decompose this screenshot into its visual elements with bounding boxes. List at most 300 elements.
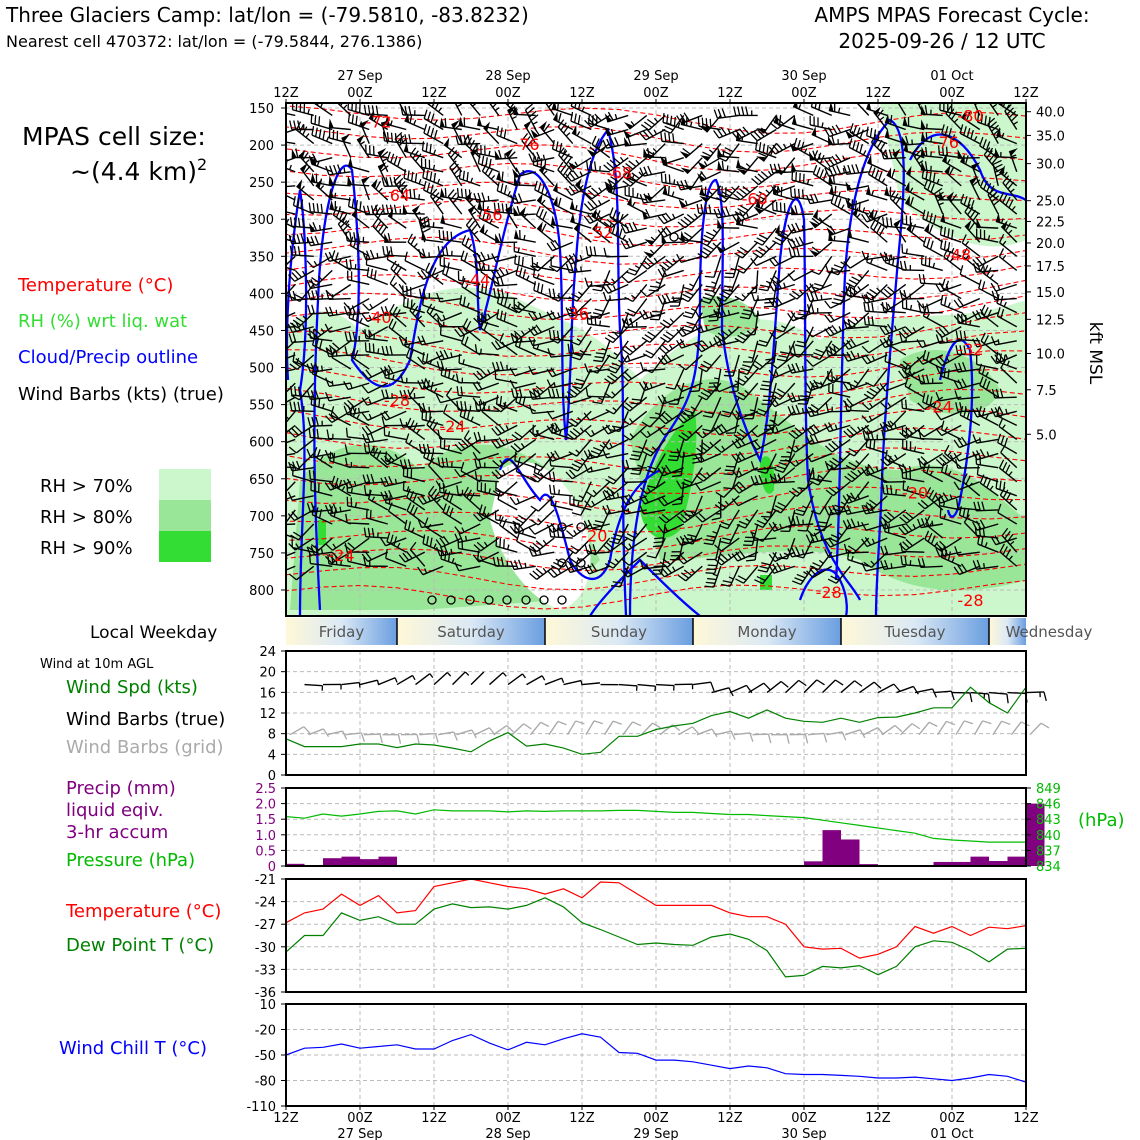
upper-wind-barb-feather [420, 289, 422, 298]
upper-wind-barb-feather [313, 203, 314, 212]
upper-wind-barb [274, 130, 295, 137]
upper-wind-barb-pennant [663, 185, 668, 195]
upper-wind-barb-feather [626, 347, 633, 353]
upper-wind-barb-feather [811, 271, 820, 274]
upper-wind-barb-pennant [537, 193, 543, 203]
upper-wind-barb-feather [519, 194, 522, 203]
upper-wind-barb-feather [874, 222, 878, 230]
upper-wind-barb-feather [758, 174, 765, 180]
upper-wind-barb-feather [273, 312, 278, 319]
upper-wind-barb-halfbarb [933, 263, 934, 268]
upper-wind-barb-feather [633, 222, 637, 230]
upper-wind-barb-halfbarb [533, 122, 537, 124]
upper-wind-barb-feather [542, 91, 548, 98]
upper-wind-barb-feather [767, 145, 768, 154]
upper-wind-barb-feather [923, 274, 924, 283]
upper-wind-barb-feather [283, 185, 285, 194]
upper-wind-barb-halfbarb [784, 283, 785, 288]
upper-wind-barb-feather [732, 214, 737, 222]
upper-wind-barb [275, 158, 296, 166]
upper-wind-barb-halfbarb [280, 314, 282, 319]
upper-wind-barb-feather [809, 469, 810, 478]
upper-wind-barb-halfbarb [340, 507, 341, 512]
upper-wind-barb-feather [501, 277, 504, 286]
upper-wind-barb-feather [275, 348, 283, 353]
upper-wind-barb-feather [595, 309, 604, 311]
upper-wind-barb-halfbarb [336, 310, 337, 315]
upper-wind-barb-feather [780, 115, 781, 124]
upper-wind-barb-halfbarb [378, 348, 379, 353]
upper-wind-barb-feather [759, 235, 767, 239]
upper-wind-barb-feather [864, 302, 865, 311]
upper-wind-barb-pennant [845, 181, 852, 190]
upper-wind-barb-feather [443, 484, 444, 493]
upper-wind-barb-feather [927, 239, 930, 248]
upper-wind-barb-pennant [643, 251, 653, 257]
upper-wind-barb-feather [315, 115, 316, 124]
upper-wind-barb-feather [538, 183, 540, 192]
upper-wind-barb [960, 299, 980, 308]
upper-wind-barb [662, 141, 684, 143]
upper-wind-barb [757, 130, 776, 141]
upper-wind-barb-feather [474, 193, 477, 202]
upper-wind-barb-feather [275, 516, 277, 525]
upper-wind-barb-halfbarb [277, 357, 279, 362]
upper-wind-barb-feather [588, 202, 594, 209]
upper-wind-barb-halfbarb [527, 276, 529, 280]
upper-wind-barb-feather [669, 456, 678, 457]
upper-wind-barb-feather [369, 343, 370, 352]
upper-wind-barb-halfbarb [360, 318, 362, 323]
rh-legend [40, 469, 211, 562]
upper-wind-barb-halfbarb [897, 99, 901, 102]
upper-wind-barb-halfbarb [320, 225, 321, 230]
upper-wind-barb-feather [566, 264, 569, 273]
upper-wind-barb-pennant [971, 92, 979, 100]
upper-wind-barb-feather [294, 246, 295, 255]
upper-wind-barb-feather [426, 143, 427, 152]
upper-wind-barb-feather [815, 292, 818, 301]
upper-wind-barb-halfbarb [842, 205, 844, 209]
upper-wind-barb-halfbarb [651, 237, 655, 240]
upper-wind-barb-feather [684, 217, 691, 223]
upper-wind-barb-halfbarb [485, 230, 488, 234]
upper-wind-barb-feather [387, 152, 390, 161]
upper-wind-barb-feather [273, 399, 279, 406]
upper-wind-barb-feather [976, 455, 977, 464]
upper-wind-barb-feather [850, 123, 853, 132]
upper-wind-barb-feather [945, 297, 947, 306]
upper-wind-barb-feather [452, 164, 458, 171]
upper-wind-barb-feather [917, 95, 924, 101]
upper-wind-barb [850, 256, 869, 268]
upper-wind-barb [726, 144, 739, 162]
upper-wind-barb-feather [866, 438, 867, 447]
upper-wind-barb-feather [833, 166, 837, 174]
cell-size-label: MPAS cell size: [22, 122, 206, 151]
upper-wind-barb-feather [931, 241, 934, 250]
upper-wind-barb-feather [751, 134, 757, 141]
upper-wind-barb [273, 186, 295, 188]
upper-wind-barb-feather [629, 269, 638, 272]
upper-wind-barb-feather [683, 315, 692, 318]
upper-wind-barb-feather [673, 133, 674, 142]
upper-wind-barb-feather [273, 565, 278, 573]
weekday-band [286, 618, 1093, 645]
upper-wind-barb-feather [650, 286, 659, 287]
upper-wind-barb-halfbarb [335, 193, 336, 198]
upper-wind-barb [699, 213, 721, 214]
upper-wind-barb-pennant [717, 147, 722, 156]
upper-wind-barb-feather [759, 247, 767, 252]
upper-wind-barb-feather [390, 276, 395, 284]
upper-wind-barb-feather [798, 530, 807, 531]
upper-wind-barb-feather [879, 172, 882, 181]
upper-wind-barb-halfbarb [355, 502, 356, 507]
upper-wind-barb-feather [584, 204, 590, 211]
temperature-label: -72 [365, 112, 392, 132]
upper-wind-barb-feather [817, 167, 820, 176]
upper-wind-barb-feather [270, 567, 275, 575]
upper-wind-barb-feather [315, 236, 318, 245]
upper-wind-barb-feather [595, 114, 601, 121]
upper-wind-barb-feather [776, 143, 782, 150]
upper-wind-barb [366, 265, 387, 270]
upper-wind-barb-feather [870, 439, 871, 448]
upper-wind-barb-feather [467, 172, 468, 181]
upper-wind-barb-halfbarb [704, 161, 707, 165]
cell-size-value [70, 155, 207, 186]
upper-wind-barb-feather [707, 569, 716, 570]
upper-wind-barb-feather [341, 98, 346, 106]
upper-wind-barb-feather [370, 510, 371, 519]
temperature-label: -20 [901, 483, 929, 503]
upper-wind-barb-feather [559, 113, 561, 122]
upper-wind-barb-feather [353, 310, 355, 319]
upper-wind-barb-feather [294, 196, 296, 205]
upper-wind-barb-feather [926, 132, 927, 141]
upper-wind-barb-pennant [273, 131, 278, 141]
calm-wind-circle [670, 233, 678, 241]
upper-wind-barb-feather [446, 247, 448, 256]
upper-wind-barb-feather [681, 220, 688, 226]
upper-wind-barb-feather [625, 224, 629, 232]
upper-wind-barb-feather [722, 109, 725, 118]
upper-wind-barb-feather [828, 127, 833, 135]
upper-wind-barb-pennant [570, 213, 575, 223]
upper-wind-barb [630, 341, 647, 355]
weekday-name: Monday [737, 623, 797, 641]
upper-wind-barb-pennant [329, 118, 334, 127]
upper-wind-barb-halfbarb [684, 452, 685, 457]
upper-wind-barb-feather [880, 143, 885, 151]
upper-wind-barb-feather [627, 272, 636, 275]
upper-wind-barb-feather [465, 253, 468, 262]
left-tick-label: 350 [249, 250, 274, 266]
upper-wind-barb [514, 238, 536, 242]
upper-wind-barb-pennant [680, 231, 685, 241]
upper-wind-barb-halfbarb [714, 378, 719, 379]
upper-wind-barb-pennant [894, 92, 902, 101]
upper-wind-barb-feather [594, 247, 596, 256]
upper-wind-barb-feather [666, 332, 674, 337]
upper-wind-barb-feather [812, 304, 814, 313]
upper-wind-barb-feather [857, 128, 860, 137]
upper-wind-barb-feather [592, 136, 596, 144]
upper-wind-barb-feather [519, 256, 520, 265]
upper-wind-barb [466, 99, 480, 116]
upper-wind-barb-feather [363, 206, 365, 215]
upper-wind-barb [902, 552, 924, 553]
upper-wind-barb [403, 213, 425, 214]
upper-wind-barb-feather [619, 229, 622, 238]
upper-wind-barb-pennant [271, 157, 279, 165]
upper-wind-barb-halfbarb [537, 274, 539, 279]
upper-wind-barb-feather [837, 165, 841, 173]
upper-wind-barb-halfbarb [600, 321, 601, 326]
upper-wind-barb-feather [446, 267, 449, 276]
upper-wind-barb-feather [685, 312, 694, 315]
upper-wind-barb-feather [541, 284, 543, 293]
upper-wind-barb [440, 439, 462, 440]
left-tick-label: 750 [249, 546, 274, 562]
upper-wind-barb-feather [273, 424, 281, 428]
upper-wind-barb-feather [658, 296, 662, 304]
upper-wind-barb-feather [274, 431, 281, 437]
upper-wind-barb-halfbarb [650, 250, 654, 254]
upper-wind-barb-feather [884, 289, 891, 295]
upper-wind-barb-feather [870, 128, 871, 137]
upper-wind-barb-feather [279, 183, 281, 192]
upper-wind-barb-halfbarb [674, 179, 675, 184]
upper-wind-barb-feather [312, 126, 314, 135]
upper-wind-barb-feather [859, 202, 860, 211]
upper-wind-barb-feather [276, 457, 277, 466]
upper-wind-barb-halfbarb [379, 188, 382, 192]
upper-wind-barb-halfbarb [803, 366, 804, 371]
upper-wind-barb [274, 235, 295, 242]
upper-wind-barb-feather [667, 114, 668, 123]
upper-wind-barb-feather [273, 127, 278, 135]
upper-wind-barb-feather [504, 539, 505, 548]
upper-wind-barb-feather [453, 154, 459, 161]
upper-wind-barb-halfbarb [742, 294, 746, 297]
upper-wind-barb-feather [663, 334, 671, 339]
upper-wind-barb-pennant [914, 92, 922, 101]
upper-wind-barb-feather [860, 130, 863, 139]
upper-wind-barb-feather [627, 318, 629, 327]
upper-wind-barb [274, 264, 295, 271]
upper-wind-barb-halfbarb [599, 188, 602, 192]
upper-wind-barb-halfbarb [399, 99, 403, 101]
upper-wind-barb-pennant [700, 186, 705, 196]
upper-wind-barb-feather [386, 205, 388, 214]
upper-wind-barb-feather [671, 116, 672, 125]
upper-wind-barb-feather [534, 281, 536, 290]
upper-wind-barb-feather [683, 294, 691, 298]
upper-wind-barb-feather [282, 229, 283, 238]
upper-wind-barb-feather [687, 322, 696, 325]
upper-wind-barb-feather [465, 238, 468, 247]
upper-wind-barb-feather [427, 170, 428, 179]
upper-wind-barb [403, 115, 425, 116]
upper-wind-barb-feather [726, 466, 735, 467]
upper-wind-barb [903, 253, 925, 256]
upper-wind-barb-feather [685, 326, 694, 329]
rh-legend-label: RH > 80% [40, 507, 133, 528]
upper-wind-barb-feather [431, 185, 433, 194]
upper-wind-barb-feather [973, 95, 980, 100]
upper-wind-barb-feather [398, 158, 401, 167]
upper-wind-barb-feather [537, 157, 538, 166]
upper-wind-barb-feather [708, 565, 717, 566]
upper-wind-barb-feather [703, 248, 711, 253]
upper-wind-barb-feather [797, 248, 799, 257]
upper-wind-barb-halfbarb [766, 478, 767, 483]
upper-wind-barb-feather [848, 550, 849, 559]
upper-wind-barb-halfbarb [633, 202, 635, 206]
upper-wind-barb-pennant [552, 100, 557, 110]
upper-wind-barb-feather [794, 138, 797, 147]
upper-wind-barb-feather [606, 284, 611, 291]
left-tick-label: 700 [249, 509, 274, 525]
upper-wind-barb-feather [919, 274, 920, 283]
upper-wind-barb-halfbarb [374, 334, 375, 339]
upper-wind-barb-feather [902, 399, 903, 408]
upper-wind-barb [847, 237, 868, 243]
upper-wind-barb [866, 194, 887, 200]
upper-wind-barb-feather [578, 115, 580, 124]
upper-wind-barb-feather [724, 286, 733, 287]
temperature-label: -56 [476, 205, 503, 225]
upper-wind-barb-feather [334, 453, 335, 462]
upper-wind-barb-feather [388, 132, 389, 141]
upper-wind-barb-halfbarb [525, 563, 526, 568]
upper-wind-barb-halfbarb [359, 408, 360, 413]
upper-wind-barb-halfbarb [540, 550, 541, 555]
upper-wind-barb-feather [814, 284, 823, 287]
upper-wind-barb-feather [462, 189, 463, 198]
upper-wind-barb-feather [383, 246, 384, 255]
upper-wind-barb-feather [465, 189, 466, 198]
upper-wind-barb [830, 158, 850, 167]
upper-wind-barb [314, 103, 332, 115]
rh-90-region [318, 520, 326, 545]
left-tick-label: 600 [249, 435, 274, 451]
upper-wind-barb [756, 270, 757, 292]
upper-wind-barb-feather [904, 261, 906, 270]
upper-wind-barb-feather [352, 114, 353, 123]
upper-wind-barb-feather [595, 161, 596, 170]
upper-wind-barb-halfbarb [673, 296, 674, 301]
right-tick-label: 10.0 [1036, 347, 1065, 363]
upper-wind-barb-feather [615, 137, 619, 145]
upper-wind-barb [273, 524, 295, 525]
upper-wind-barb-halfbarb [543, 171, 547, 174]
upper-wind-barb-halfbarb [545, 191, 547, 195]
upper-wind-barb-feather [665, 126, 673, 130]
upper-wind-barb-feather [746, 106, 748, 115]
upper-wind-barb-halfbarb [512, 117, 517, 119]
right-tick-label: 7.5 [1036, 383, 1057, 399]
upper-wind-barb-feather [800, 396, 809, 397]
upper-wind-barb-halfbarb [419, 179, 421, 184]
upper-wind-barb [535, 190, 555, 200]
upper-wind-barb-feather [773, 257, 779, 264]
left-tick-label: 650 [249, 472, 274, 488]
left-tick-label: 450 [249, 324, 274, 340]
rh-legend-swatch [159, 500, 211, 531]
upper-wind-barb [329, 299, 351, 300]
upper-wind-barb [347, 467, 369, 468]
upper-wind-barb [981, 271, 999, 284]
temperature-label: -80 [957, 106, 984, 126]
upper-wind-barb-halfbarb [524, 235, 525, 240]
upper-wind-barb-halfbarb [414, 243, 417, 247]
temperature-label: -76 [932, 133, 959, 153]
rh-legend-label: RH > 90% [40, 538, 133, 559]
upper-wind-barb-feather [798, 140, 801, 149]
upper-wind-barb-halfbarb [623, 235, 625, 239]
temperature-label: -36 [562, 303, 589, 323]
upper-wind-barb-feather [453, 94, 460, 100]
upper-wind-barb-feather [836, 154, 842, 161]
upper-wind-barb-halfbarb [377, 253, 378, 258]
upper-wind-barb-pennant [866, 100, 871, 110]
upper-wind-barb-halfbarb [984, 258, 986, 262]
upper-wind-barb-feather [663, 113, 664, 122]
upper-wind-barb [907, 284, 924, 298]
upper-wind-barb-feather [459, 169, 460, 178]
upper-wind-barb [625, 195, 647, 200]
upper-wind-barb-feather [668, 186, 669, 195]
upper-wind-barb-feather [335, 92, 340, 100]
upper-wind-barb-feather [724, 375, 733, 376]
upper-wind-barb-feather [458, 188, 459, 197]
upper-wind-barb-feather [724, 474, 733, 475]
upper-wind-barb-feather [726, 207, 730, 216]
upper-wind-barb-feather [422, 228, 430, 232]
upper-wind-barb-feather [738, 106, 740, 115]
upper-wind-barb-feather [710, 119, 711, 128]
upper-wind-barb-feather [941, 295, 943, 304]
upper-wind-barb [396, 96, 407, 115]
upper-wind-barb-feather [925, 256, 926, 265]
upper-wind-barb-halfbarb [747, 213, 749, 218]
upper-wind-barb [924, 246, 943, 257]
upper-wind-barb-feather [647, 119, 654, 124]
upper-wind-barb-pennant [736, 158, 741, 168]
upper-wind-barb-feather [862, 214, 867, 222]
upper-wind-barb-feather [278, 256, 279, 265]
forecast-cycle-value: 2025-09-26 / 12 UTC [838, 29, 1046, 53]
upper-wind-barb-halfbarb [998, 339, 999, 344]
upper-wind-barb-feather [415, 173, 416, 182]
upper-wind-barb-feather [274, 226, 275, 235]
forecast-cycle-label: AMPS MPAS Forecast Cycle: [814, 3, 1090, 27]
upper-wind-barb-feather [559, 198, 561, 207]
upper-wind-barb-halfbarb [862, 167, 863, 172]
chart-subtitle: Nearest cell 470372: lat/lon = (-79.5844, 276.1386) [6, 32, 423, 51]
upper-wind-barb-halfbarb [727, 165, 728, 170]
upper-wind-barb-feather [608, 335, 616, 340]
upper-wind-barb-feather [448, 190, 454, 197]
upper-wind-barb-feather [661, 173, 662, 182]
upper-wind-barb [275, 164, 296, 172]
upper-wind-barb-feather [906, 400, 907, 409]
upper-wind-barb-halfbarb [836, 376, 837, 381]
upper-wind-barb-halfbarb [279, 491, 283, 494]
